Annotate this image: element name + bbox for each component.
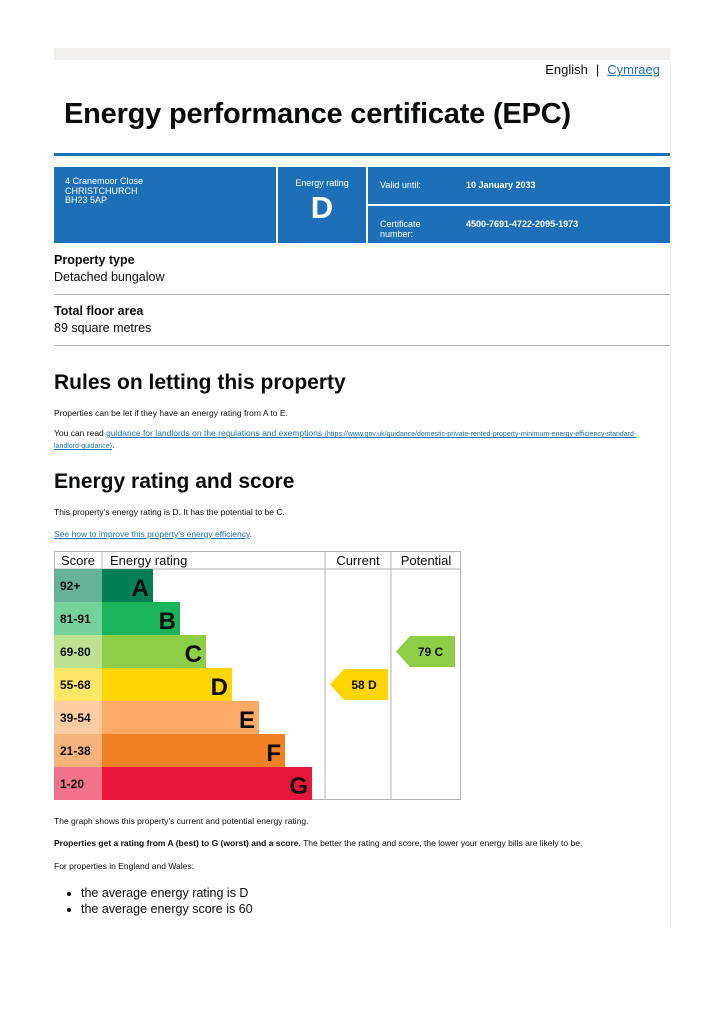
address-box [54,167,276,243]
chart-header-label: Potential [400,553,452,568]
epc-page [54,60,671,926]
rating-label: Energy rating [295,178,349,188]
improve-efficiency-paragraph [54,529,654,539]
address-line: BH23 5AP [65,195,108,205]
guidance-link-text: guidance for landlords on the regulations and exemptions [106,428,323,438]
certificate-number-label-line: Certificate [380,219,421,229]
rating-explanation [54,838,654,848]
chart-header-label: Score [61,553,95,568]
title-divider [54,153,670,156]
rating-band-letter: F [266,740,281,767]
rating-band-bar [102,734,285,767]
improve-efficiency-link[interactable]: See how to improve this property’s energy efficiency [54,529,250,539]
rating-band-letter: E [238,707,255,734]
letting-guidance-text [54,428,654,452]
chart-bands [54,569,312,800]
score-range-label: 69-80 [60,645,91,659]
score-range-label: 1-20 [60,777,85,791]
valid-until-value: 10 January 2033 [466,180,536,190]
property-type-label: Property type [54,253,135,267]
certificate-number-value: 4500-7691-4722-2095-1973 [466,219,579,229]
energy-rating-text: This property’s energy rating is D. It has the potential to be C. [54,507,285,517]
energy-heading: Energy rating and score [54,470,295,493]
score-range-label: 81-91 [60,612,91,626]
chart-arrows [330,636,455,700]
certificate-number-label-line: number: [380,229,414,239]
improve-link-suffix: . [249,529,252,539]
guidance-link-url: (https://www.gov.uk/guidance/domestic-private-rented-property-minimum-energy-efficiency-standard-landlord-guidance) [54,431,637,450]
certificate-number-label [380,219,460,239]
potential-rating-arrow-label: 79 C [417,645,444,659]
lang-english: English [545,62,588,77]
lang-welsh-link[interactable]: Cymraeg [607,62,660,77]
list-item: • the average energy rating is D [81,885,253,901]
score-range-label: 39-54 [60,711,91,725]
landlord-guidance-link[interactable] [54,428,636,450]
rating-letter: D [310,190,334,225]
section-divider [54,294,670,295]
rating-box [278,167,366,243]
rating-band-letter: G [289,773,308,800]
rating-explanation-rest: The better the rating and score, the lower your energy bills are likely to be. [300,838,583,848]
list-item: • the average energy score is 60 [81,901,253,917]
page-top-strip [54,48,670,60]
floor-area-section [54,304,670,335]
average-ratings-list [54,885,253,917]
rating-band-letter: C [184,641,202,668]
rating-band-bar [102,701,259,734]
letting-rule-text: Properties can be let if they have an energy rating from A to E. [54,408,288,418]
current-rating-arrow-label: 58 D [351,678,377,692]
valid-until-label: Valid until: [380,180,421,190]
property-type-section [54,253,670,284]
rating-band-letter: A [131,575,149,602]
rating-explanation-bold: Properties get a rating from A (best) to G (worst) and a score. [54,838,301,848]
energy-rating-chart [54,551,461,800]
floor-area-value: 89 square metres [54,321,152,335]
page-title: Energy performance certificate (EPC) [64,98,571,130]
rating-band-letter: D [210,674,228,701]
certificate-summary [54,167,670,244]
rating-band-letter: B [158,608,176,635]
chart-header-label: Current [336,553,380,568]
guidance-prefix: You can read [54,428,107,438]
floor-area-label: Total floor area [54,304,144,318]
certificate-number-box [368,206,670,243]
england-wales-intro: For properties in England and Wales: [54,861,195,871]
section-divider [54,345,670,346]
score-range-label: 55-68 [60,678,91,692]
address-line: 4 Cranemoor Close [65,176,144,186]
chart-header-label: Energy rating [110,553,188,568]
valid-until-box [368,167,670,204]
language-switcher [545,62,660,77]
graph-note: The graph shows this property’s current and potential energy rating. [54,816,309,826]
property-type-value: Detached bungalow [54,270,165,284]
guidance-suffix: . [111,440,115,450]
address-line: CHRISTCHURCH [65,185,138,196]
score-range-label: 92+ [60,579,81,593]
letting-heading: Rules on letting this property [54,371,346,394]
score-range-label: 21-38 [60,744,91,758]
rating-band-bar [102,767,312,800]
lang-separator: | [595,62,600,77]
chart-header [61,553,451,568]
